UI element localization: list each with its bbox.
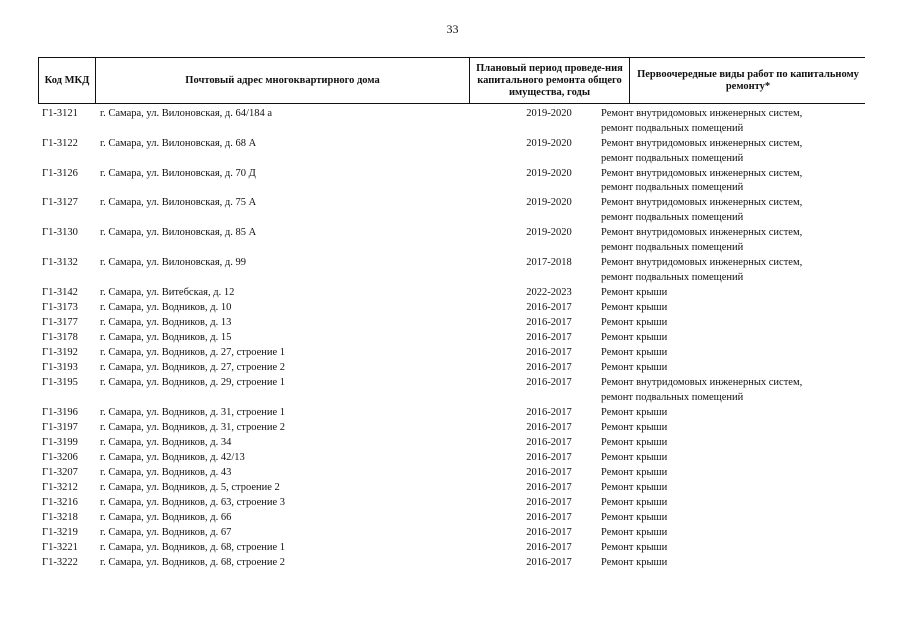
row-address: г. Самара, ул. Водников, д. 66 bbox=[100, 511, 232, 523]
row-address: г. Самара, ул. Водников, д. 31, строение 2 bbox=[100, 421, 286, 433]
row-period: 2016-2017 bbox=[526, 331, 572, 343]
row-period: 2016-2017 bbox=[526, 406, 572, 418]
row-works: ремонт подвальных помещений bbox=[601, 271, 744, 283]
row-period: 2016-2017 bbox=[526, 301, 572, 313]
row-address: г. Самара, ул. Водников, д. 67 bbox=[100, 526, 232, 538]
row-works: Ремонт внутридомовых инженерных систем, bbox=[601, 137, 803, 149]
table-row bbox=[38, 540, 865, 555]
row-period: 2019-2020 bbox=[526, 167, 572, 179]
row-works: Ремонт крыши bbox=[601, 496, 668, 508]
row-works: Ремонт крыши bbox=[601, 346, 668, 358]
row-works: Ремонт крыши bbox=[601, 541, 668, 553]
row-period: 2016-2017 bbox=[526, 436, 572, 448]
row-code: Г1-3121 bbox=[42, 108, 78, 119]
row-code: Г1-3207 bbox=[42, 466, 78, 478]
row-code: Г1-3195 bbox=[42, 376, 78, 388]
row-period: 2016-2017 bbox=[526, 421, 572, 433]
row-period: 2016-2017 bbox=[526, 481, 572, 493]
row-works: ремонт подвальных помещений bbox=[601, 122, 744, 134]
row-code: Г1-3196 bbox=[42, 406, 78, 418]
row-address: г. Самара, ул. Водников, д. 31, строение 1 bbox=[100, 406, 286, 418]
row-works: Ремонт крыши bbox=[601, 286, 668, 298]
row-code: Г1-3197 bbox=[42, 421, 78, 433]
row-code: Г1-3219 bbox=[42, 526, 78, 538]
row-code: Г1-3178 bbox=[42, 331, 78, 343]
table-row bbox=[38, 375, 865, 405]
row-works: Ремонт внутридомовых инженерных систем, bbox=[601, 227, 803, 239]
row-period: 2016-2017 bbox=[526, 541, 572, 553]
row-works: Ремонт крыши bbox=[601, 406, 668, 418]
row-period: 2016-2017 bbox=[526, 556, 572, 568]
row-address: г. Самара, ул. Витебская, д. 12 bbox=[100, 286, 235, 298]
row-works: Ремонт крыши bbox=[601, 436, 668, 448]
row-code: Г1-3221 bbox=[42, 541, 78, 553]
table-row bbox=[38, 555, 865, 570]
row-works: ремонт подвальных помещений bbox=[601, 241, 744, 253]
row-address: г. Самара, ул. Вилоновская, д. 85 А bbox=[100, 227, 257, 239]
row-period: 2016-2017 bbox=[526, 346, 572, 358]
row-address: г. Самара, ул. Водников, д. 27, строение 1 bbox=[100, 346, 286, 358]
row-period: 2016-2017 bbox=[526, 511, 572, 523]
row-code: Г1-3212 bbox=[42, 481, 78, 493]
row-period: 2016-2017 bbox=[526, 316, 572, 328]
table-row bbox=[38, 225, 865, 255]
row-works: ремонт подвальных помещений bbox=[601, 212, 744, 224]
row-address: г. Самара, ул. Вилоновская, д. 70 Д bbox=[100, 167, 256, 179]
row-works: Ремонт крыши bbox=[601, 511, 668, 523]
row-address: г. Самара, ул. Водников, д. 68, строение 2 bbox=[100, 556, 286, 568]
row-period: 2022-2023 bbox=[526, 286, 572, 298]
row-period: 2019-2020 bbox=[526, 227, 572, 239]
row-works: Ремонт крыши bbox=[601, 421, 668, 433]
row-address: г. Самара, ул. Водников, д. 42/13 bbox=[100, 451, 245, 463]
table-row bbox=[38, 166, 865, 196]
row-works: Ремонт внутридомовых инженерных систем, bbox=[601, 108, 803, 119]
table-row bbox=[38, 106, 865, 136]
row-address: г. Самара, ул. Водников, д. 29, строение 1 bbox=[100, 376, 286, 388]
table-row bbox=[38, 360, 865, 375]
row-period: 2016-2017 bbox=[526, 466, 572, 478]
table-row bbox=[38, 136, 865, 166]
table-row bbox=[38, 450, 865, 465]
row-address: г. Самара, ул. Водников, д. 10 bbox=[100, 301, 232, 313]
row-address: г. Самара, ул. Водников, д. 43 bbox=[100, 466, 232, 478]
row-works: Ремонт крыши bbox=[601, 301, 668, 313]
row-code: Г1-3132 bbox=[42, 256, 78, 268]
row-code: Г1-3218 bbox=[42, 511, 78, 523]
row-works: Ремонт внутридомовых инженерных систем, bbox=[601, 167, 803, 179]
row-works: Ремонт крыши bbox=[601, 526, 668, 538]
table-header bbox=[38, 57, 865, 104]
row-works: ремонт подвальных помещений bbox=[601, 391, 744, 403]
row-code: Г1-3130 bbox=[42, 227, 78, 239]
header-works: Первоочередные виды работ по капитальному ремонту* bbox=[637, 68, 859, 92]
table-row bbox=[38, 405, 865, 420]
table-row bbox=[38, 495, 865, 510]
row-works: Ремонт внутридомовых инженерных систем, bbox=[601, 376, 803, 388]
header-address: Почтовый адрес многоквартирного дома bbox=[96, 58, 470, 103]
row-works: Ремонт крыши bbox=[601, 316, 668, 328]
row-code: Г1-3126 bbox=[42, 167, 78, 179]
row-code: Г1-3173 bbox=[42, 301, 78, 313]
row-code: Г1-3192 bbox=[42, 346, 78, 358]
row-works: ремонт подвальных помещений bbox=[601, 182, 744, 194]
row-address: г. Самара, ул. Вилоновская, д. 99 bbox=[100, 256, 247, 268]
table-row bbox=[38, 525, 865, 540]
table-body bbox=[38, 106, 865, 570]
header-code: Код МКД bbox=[39, 58, 96, 103]
table-row bbox=[38, 195, 865, 225]
table-row bbox=[38, 330, 865, 345]
page-number: 33 bbox=[446, 22, 459, 36]
table-row bbox=[38, 255, 865, 285]
row-period: 2019-2020 bbox=[526, 137, 572, 149]
table-row bbox=[38, 315, 865, 330]
row-period: 2019-2020 bbox=[526, 197, 572, 209]
row-code: Г1-3127 bbox=[42, 197, 78, 209]
row-address: г. Самара, ул. Водников, д. 15 bbox=[100, 331, 232, 343]
row-works: Ремонт крыши bbox=[601, 331, 668, 343]
row-period: 2017-2018 bbox=[526, 256, 572, 268]
row-works: Ремонт внутридомовых инженерных систем, bbox=[601, 197, 803, 209]
row-period: 2016-2017 bbox=[526, 496, 572, 508]
row-code: Г1-3216 bbox=[42, 496, 78, 508]
row-address: г. Самара, ул. Вилоновская, д. 75 А bbox=[100, 197, 257, 209]
table-row bbox=[38, 510, 865, 525]
row-works: ремонт подвальных помещений bbox=[601, 152, 744, 164]
table-row bbox=[38, 420, 865, 435]
row-period: 2019-2020 bbox=[526, 108, 572, 119]
row-address: г. Самара, ул. Вилоновская, д. 64/184 а bbox=[100, 108, 272, 119]
table-row bbox=[38, 345, 865, 360]
row-works: Ремонт крыши bbox=[601, 361, 668, 373]
row-works: Ремонт крыши bbox=[601, 481, 668, 493]
row-address: г. Самара, ул. Водников, д. 68, строение 1 bbox=[100, 541, 286, 553]
row-address: г. Самара, ул. Водников, д. 63, строение 3 bbox=[100, 496, 286, 508]
row-period: 2016-2017 bbox=[526, 361, 572, 373]
row-address: г. Самара, ул. Водников, д. 34 bbox=[100, 436, 232, 448]
row-code: Г1-3193 bbox=[42, 361, 78, 373]
row-code: Г1-3142 bbox=[42, 286, 78, 298]
row-period: 2016-2017 bbox=[526, 526, 572, 538]
row-code: Г1-3206 bbox=[42, 451, 78, 463]
row-code: Г1-3122 bbox=[42, 137, 78, 149]
table-row bbox=[38, 300, 865, 315]
table-row bbox=[38, 435, 865, 450]
row-period: 2016-2017 bbox=[526, 451, 572, 463]
row-works: Ремонт внутридомовых инженерных систем, bbox=[601, 256, 803, 268]
row-code: Г1-3177 bbox=[42, 316, 78, 328]
table-row bbox=[38, 285, 865, 300]
row-address: г. Самара, ул. Водников, д. 13 bbox=[100, 316, 232, 328]
row-period: 2016-2017 bbox=[526, 376, 572, 388]
row-code: Г1-3222 bbox=[42, 556, 78, 568]
table-row bbox=[38, 465, 865, 480]
row-works: Ремонт крыши bbox=[601, 466, 668, 478]
row-address: г. Самара, ул. Водников, д. 27, строение 2 bbox=[100, 361, 286, 373]
row-works: Ремонт крыши bbox=[601, 451, 668, 463]
row-address: г. Самара, ул. Водников, д. 5, строение 2 bbox=[100, 481, 280, 493]
row-code: Г1-3199 bbox=[42, 436, 78, 448]
table-row bbox=[38, 480, 865, 495]
row-address: г. Самара, ул. Вилоновская, д. 68 А bbox=[100, 137, 257, 149]
row-works: Ремонт крыши bbox=[601, 556, 668, 568]
header-period: Плановый период проведе-ния капитального ремонта общего имущества, годы bbox=[470, 58, 630, 103]
